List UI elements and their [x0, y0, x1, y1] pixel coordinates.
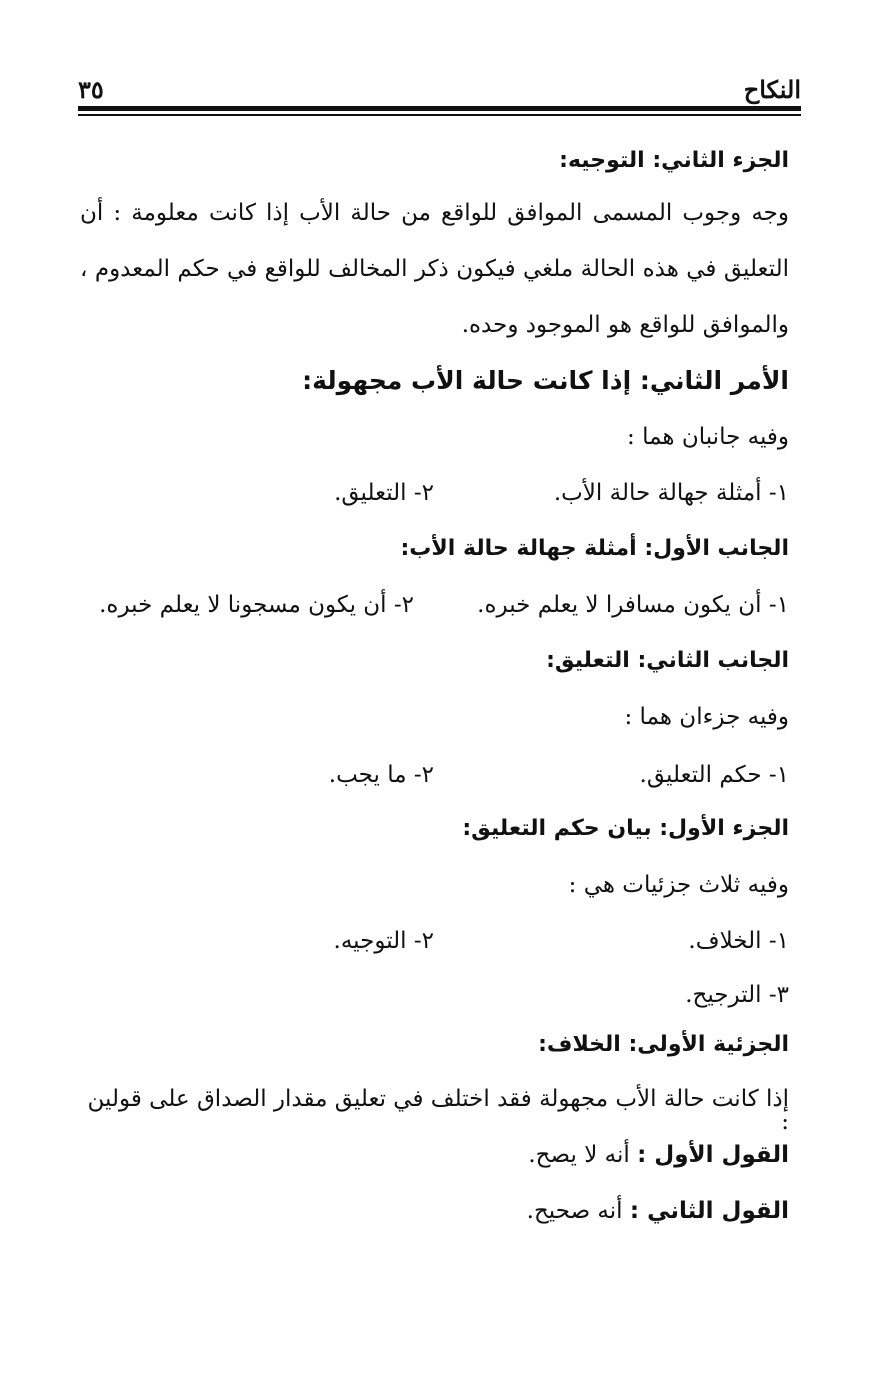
heading-janib1: الجانب الأول: أمثلة جهالة حالة الأب: [400, 536, 789, 561]
list-item: ٣- الترجيح. [685, 982, 789, 1008]
text-fihi-janiban: وفيه جانبان هما : [627, 424, 789, 450]
heading-part2-tawjih: الجزء الثاني: التوجيه: [559, 148, 789, 173]
paragraph-line: التعليق في هذه الحالة ملغي فيكون ذكر المخالف للواقع في حكم المعدوم ، [80, 256, 789, 282]
paragraph-line: والموافق للواقع هو الموجود وحده. [461, 312, 789, 338]
list-juziyyat [69, 930, 789, 960]
heading-juz1: الجزء الأول: بيان حكم التعليق: [462, 816, 789, 841]
header-rule-thin [78, 114, 801, 116]
list-item: ١- أمثلة جهالة حالة الأب. [553, 480, 789, 506]
heading-juziyya1: الجزئية الأولى: الخلاف: [538, 1032, 789, 1057]
heading-amr2: الأمر الثاني: إذا كانت حالة الأب مجهولة: [302, 366, 789, 395]
list-item: ١- أن يكون مسافرا لا يعلم خبره. [477, 592, 789, 618]
qawl-1-label: القول الأول : [637, 1142, 789, 1168]
list-item: ٢- التوجيه. [333, 928, 434, 954]
qawl-1 [528, 1144, 789, 1167]
text-fihi-thalath: وفيه ثلاث جزئيات هي : [568, 872, 789, 898]
list-janiban [69, 482, 789, 512]
qawl-2-label: القول الثاني : [629, 1198, 789, 1224]
qawl-2 [527, 1200, 789, 1223]
paragraph-line: وجه وجوب المسمى الموافق للواقع من حالة الأب إذا كانت معلومة : أن [80, 200, 789, 226]
page-number: ٣٥ [78, 75, 104, 104]
qawl-1-text: أنه لا يصح. [528, 1142, 630, 1168]
list-juzan [69, 764, 789, 794]
list-item: ١- الخلاف. [688, 928, 789, 954]
page-header [78, 64, 801, 104]
text-ikhtilaf: إذا كانت حالة الأب مجهولة فقد اختلف في تعليق مقدار الصداق على قولين : [87, 1086, 789, 1135]
header-rule-thick [78, 106, 801, 111]
heading-janib2: الجانب الثاني: التعليق: [546, 648, 789, 673]
text-fihi-juzan: وفيه جزءان هما : [624, 704, 789, 730]
list-item: ٢- ما يجب. [328, 762, 434, 788]
running-title: النكاح [743, 75, 801, 104]
list-examples [0, 594, 789, 624]
list-item: ٢- التعليق. [334, 480, 434, 506]
list-item: ٢- أن يكون مسجونا لا يعلم خبره. [99, 592, 414, 618]
list-item: ١- حكم التعليق. [639, 762, 789, 788]
qawl-2-text: أنه صحيح. [526, 1198, 623, 1224]
